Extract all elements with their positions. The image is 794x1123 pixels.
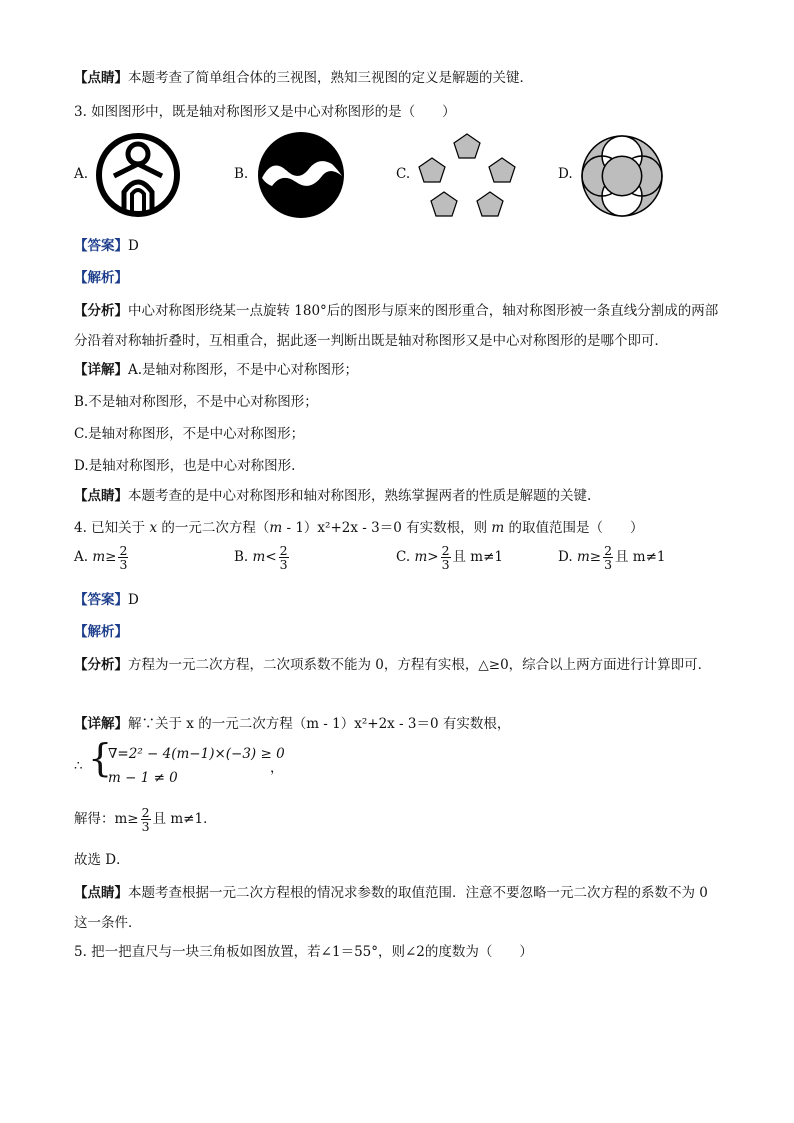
q4-option-d	[558, 544, 666, 571]
stem-var: m	[269, 520, 283, 536]
fraction-numerator: 2	[141, 805, 150, 820]
prev-comment	[74, 66, 533, 86]
q4-stem	[74, 516, 644, 536]
comment-tag: 【点睛】	[74, 488, 128, 504]
q4-option-a	[74, 544, 130, 571]
stem-var: m	[491, 520, 505, 536]
option-var: m	[252, 549, 266, 566]
system-line-2: m − 1 ≠ 0	[108, 770, 178, 786]
option-fraction	[118, 544, 128, 571]
solve-text: 解得：m≥	[74, 811, 139, 828]
fraction-numerator: 2	[441, 543, 450, 558]
q3-option-b-label: B.	[234, 166, 249, 182]
option-rel: >	[427, 549, 439, 566]
stem-text: - 1）x²+2x - 3＝0 有实数根，则	[282, 520, 492, 536]
q3-detail-line-4: D.是轴对称图形，也是中心对称图形.	[74, 458, 296, 474]
detail-label: 【详解】	[74, 362, 128, 378]
left-brace: {	[88, 736, 113, 780]
option-rel: ≥	[105, 549, 117, 566]
analysis-label: 【分析】	[74, 303, 128, 319]
comment-text: 本题考查的是中心对称图形和轴对称图形，熟练掌握两者的性质是解题的关键.	[128, 488, 592, 504]
q3-detail-line-1	[74, 358, 358, 378]
analysis-tag: 【解析】	[74, 270, 128, 286]
q4-option-c	[396, 544, 503, 571]
q3-option-d-label: D.	[558, 166, 573, 182]
q4-answer	[74, 588, 139, 608]
comment-text: 本题考查了简单组合体的三视图，熟知三视图的定义是解题的关键．	[128, 70, 533, 86]
option-fraction	[279, 544, 289, 571]
analysis-tag: 【解析】	[74, 624, 128, 640]
q4-detail	[74, 712, 510, 732]
q4-choose: 故选 D．	[74, 852, 130, 868]
q5-stem: 5. 把一把直尺与一块三角板如图放置，若∠1＝55°，则∠2的度数为（ ）	[74, 944, 533, 960]
analysis-label: 【分析】	[74, 657, 128, 673]
option-var: m	[92, 549, 106, 566]
detail-text: 解∵关于 x 的一元二次方程（m - 1）x²+2x - 3＝0 有实数根，	[128, 716, 511, 732]
q3-answer	[74, 234, 139, 254]
fraction-denominator: 3	[119, 557, 128, 573]
q4-solve	[74, 806, 217, 833]
option-var: m	[414, 549, 428, 566]
option-tail: 且 m≠1	[452, 549, 504, 566]
option-rel: <	[265, 549, 277, 566]
fraction-numerator: 2	[119, 543, 128, 558]
fraction-numerator: 2	[604, 543, 613, 558]
solve-text: 且 m≠1．	[152, 811, 217, 828]
answer-tag: 【答案】	[74, 238, 128, 254]
q3-option-a-label: A.	[74, 166, 89, 182]
q4-comment	[74, 878, 724, 938]
system-line-1: ∇=2² − 4(m−1)×(−3) ≥ 0	[108, 746, 285, 762]
fraction-denominator: 3	[441, 557, 450, 573]
q3-figure-a	[92, 132, 184, 218]
option-label: C.	[396, 549, 415, 566]
q4-analysis-heading	[74, 620, 128, 640]
comment-tag: 【点睛】	[74, 885, 128, 901]
therefore-symbol: ∴	[74, 758, 83, 774]
analysis-text: 中心对称图形绕某一点旋转 180°后的图形与原来的图形重合，轴对称图形被一条直线分割成的两部分沿着对称轴折叠时，互相重合，据此逐一判断出既是轴对称图形又是中心对称图形的是哪个即可．	[74, 303, 719, 349]
answer-value: D	[128, 592, 139, 608]
answer-tag: 【答案】	[74, 592, 128, 608]
q4-analysis	[74, 650, 724, 680]
q3-analysis	[74, 296, 724, 356]
q3-comment	[74, 484, 591, 504]
q4-option-b	[234, 544, 291, 571]
q3-figure-b	[254, 130, 348, 220]
option-var: m	[576, 549, 590, 566]
fraction-denominator: 3	[279, 557, 288, 573]
option-fraction	[603, 544, 613, 571]
answer-value: D	[128, 238, 139, 254]
stem-var: x	[149, 520, 158, 536]
option-label: A.	[74, 549, 93, 566]
fraction-numerator: 2	[279, 543, 288, 558]
stem-text: 4. 已知关于	[74, 520, 150, 536]
option-fraction	[441, 544, 451, 571]
analysis-text: 方程为一元二次方程，二次项系数不能为 0，方程有实根，△≥0，综合以上两方面进行计算即可．	[128, 657, 712, 673]
q3-analysis-heading	[74, 266, 128, 286]
option-tail: 且 m≠1	[615, 549, 666, 566]
solve-fraction	[141, 806, 151, 833]
fraction-denominator: 3	[141, 819, 150, 835]
q3-figure-d	[578, 132, 666, 220]
q3-detail-line-2: B.不是轴对称图形，不是中心对称图形；	[74, 394, 318, 410]
q3-stem: 3. 如图图形中，既是轴对称图形又是中心对称图形的是（ ）	[74, 104, 456, 120]
option-label: B.	[234, 549, 253, 566]
option-label: D.	[558, 549, 577, 566]
system-comma: ，	[270, 760, 284, 776]
stem-text: 的取值范围是（ ）	[504, 520, 644, 536]
detail-text: A.是轴对称图形，不是中心对称图形；	[128, 362, 359, 378]
stem-text: 的一元二次方程（	[157, 520, 270, 536]
q3-figure-c	[414, 130, 520, 222]
detail-label: 【详解】	[74, 716, 128, 732]
fraction-denominator: 3	[604, 557, 613, 573]
q3-option-c-label: C.	[396, 166, 411, 182]
q3-detail-line-3: C.是轴对称图形，不是中心对称图形；	[74, 426, 305, 442]
option-rel: ≥	[589, 549, 602, 566]
comment-tag: 【点睛】	[74, 70, 128, 86]
comment-text: 本题考查根据一元二次方程根的情况求参数的取值范围．注意不要忽略一元二次方程的系数不为 0 这一条件．	[74, 885, 708, 931]
